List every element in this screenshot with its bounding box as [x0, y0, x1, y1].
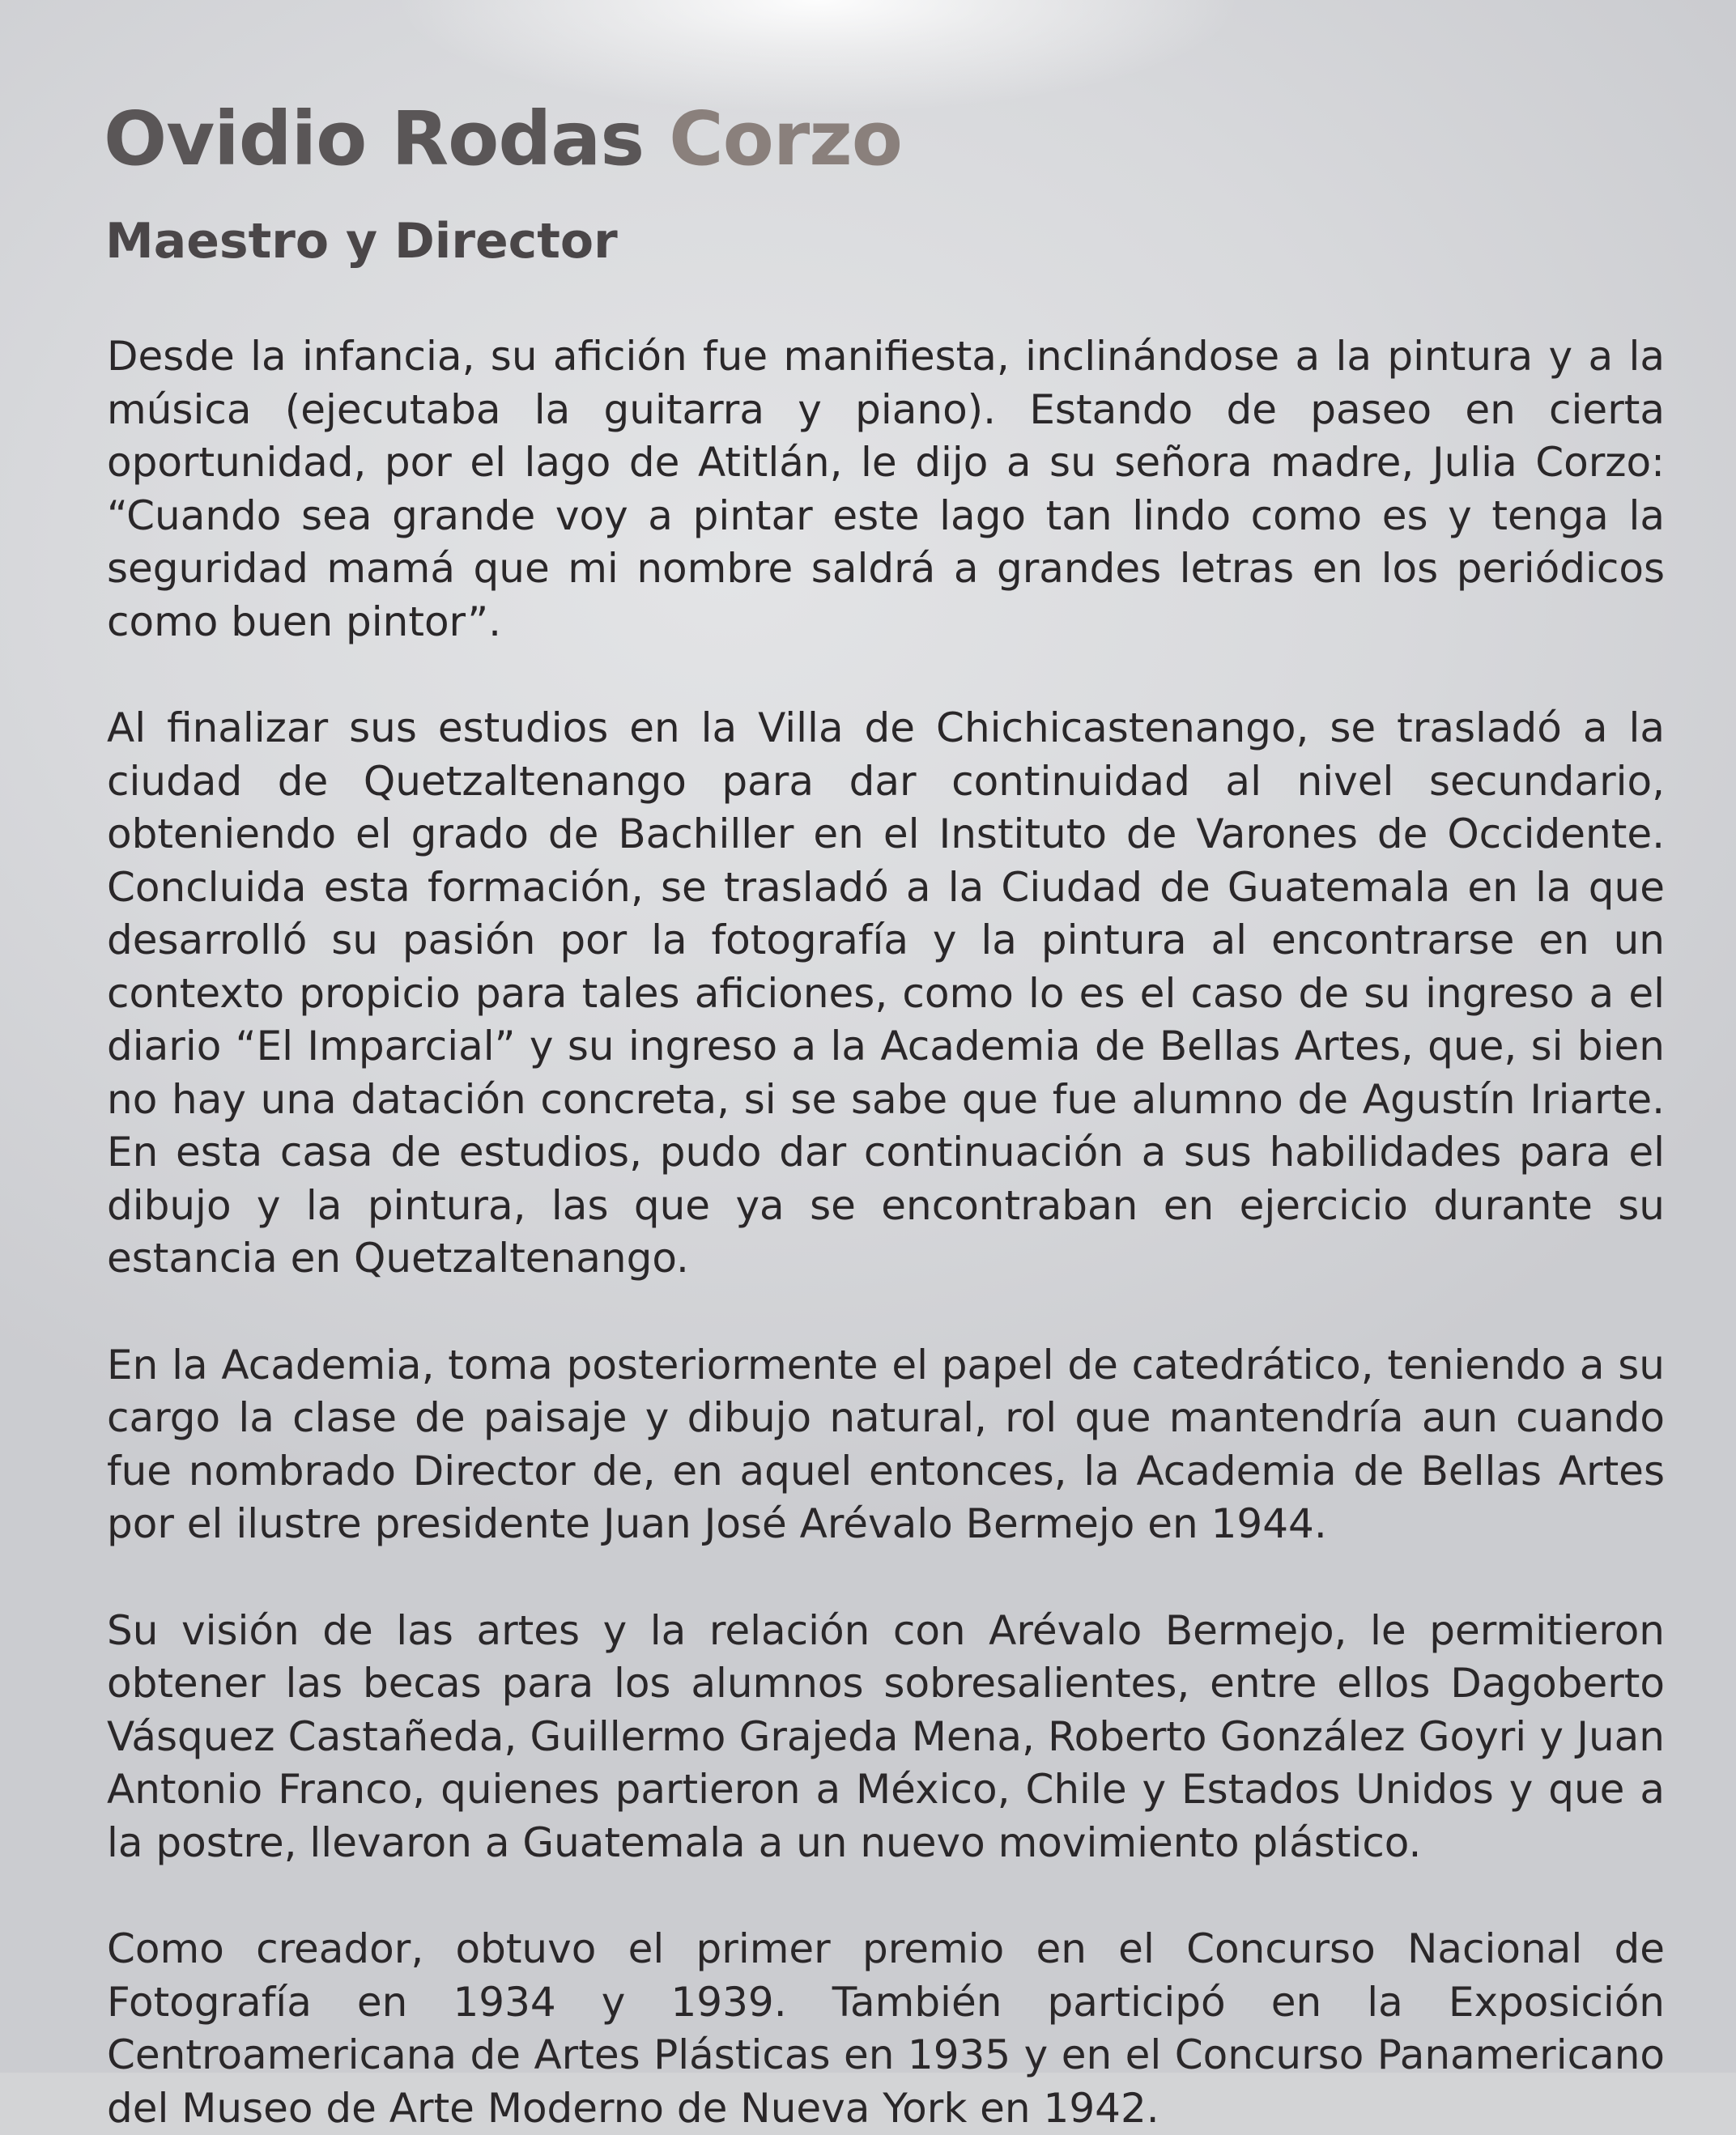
paragraph-studies: Al finalizar sus estudios en la Villa de Chichicastenango, se trasladó a la ciudad de Quetzaltenango para dar continuidad al nivel secundario, obteniendo el grado de Bachiller en el Instituto de Varones de Occidente. Concluida esta formación, se trasladó a la Ciudad de Guatemala en la que desarrolló su pasión por la fotografía y la pintura al encontrarse en un contexto propicio para tales aficiones, como lo es el caso de su ingreso a el diario “El Imparcial” y su ingreso a la Academia de Bellas Artes, que, si bien no hay una datación concreta, si se sabe que fue alumno de Agustín Iriarte. En esta casa de estudios, pudo dar continuación a sus habilidades para el dibujo y la pintura, las que ya se encontraban en ejercicio durante su estancia en Quetzaltenango. [107, 704, 1665, 1282]
paragraph-awards: Como creador, obtuvo el primer premio en el Concurso Nacional de Fotografía en 1934 y 1939. También participó en la Exposición Centroamericana de Artes Plásticas en 1935 y en el Concurso Panamericano del Museo de Arte Moderno de Nueva York en 1942. [107, 1925, 1665, 2132]
title-name: Ovidio Rodas [104, 96, 670, 182]
paragraph-academy: En la Academia, toma posteriormente el papel de catedrático, teniendo a su cargo la clase de paisaje y dibujo natural, rol que mantendría aun cuando fue nombrado Director de, en aquel entonces, la Academia de Bellas Artes por el ilustre presidente Juan José Arévalo Bermejo en 1944. [107, 1341, 1665, 1547]
panel-title [104, 91, 902, 188]
panel-body [107, 330, 1665, 2135]
paragraph-childhood: Desde la infancia, su afición fue manifiesta, inclinándose a la pintura y a la música (ejecutaba la guitarra y piano). Estando de paseo en cierta oportunidad, por el lago de Atitlán, le dijo a su señora madre, Julia Corzo: “Cuando sea grande voy a pintar este lago tan lindo como es y tenga la seguridad mamá que mi nombre saldrá a grandes letras en los periódicos como buen pintor”. [107, 333, 1665, 645]
panel-subtitle: Maestro y Director [105, 213, 618, 270]
paragraph-scholarships: Su visión de las artes y la relación con Arévalo Bermejo, le permitieron obtener las becas para los alumnos sobresalientes, entre ellos Dagoberto Vásquez Castañeda, Guillermo Grajeda Mena, Roberto González Goyri y Juan Antonio Franco, quienes partieron a México, Chile y Estados Unidos y que a la postre, llevaron a Guatemala a un nuevo movimiento plástico. [107, 1606, 1665, 1866]
title-surname: Corzo [669, 96, 902, 182]
